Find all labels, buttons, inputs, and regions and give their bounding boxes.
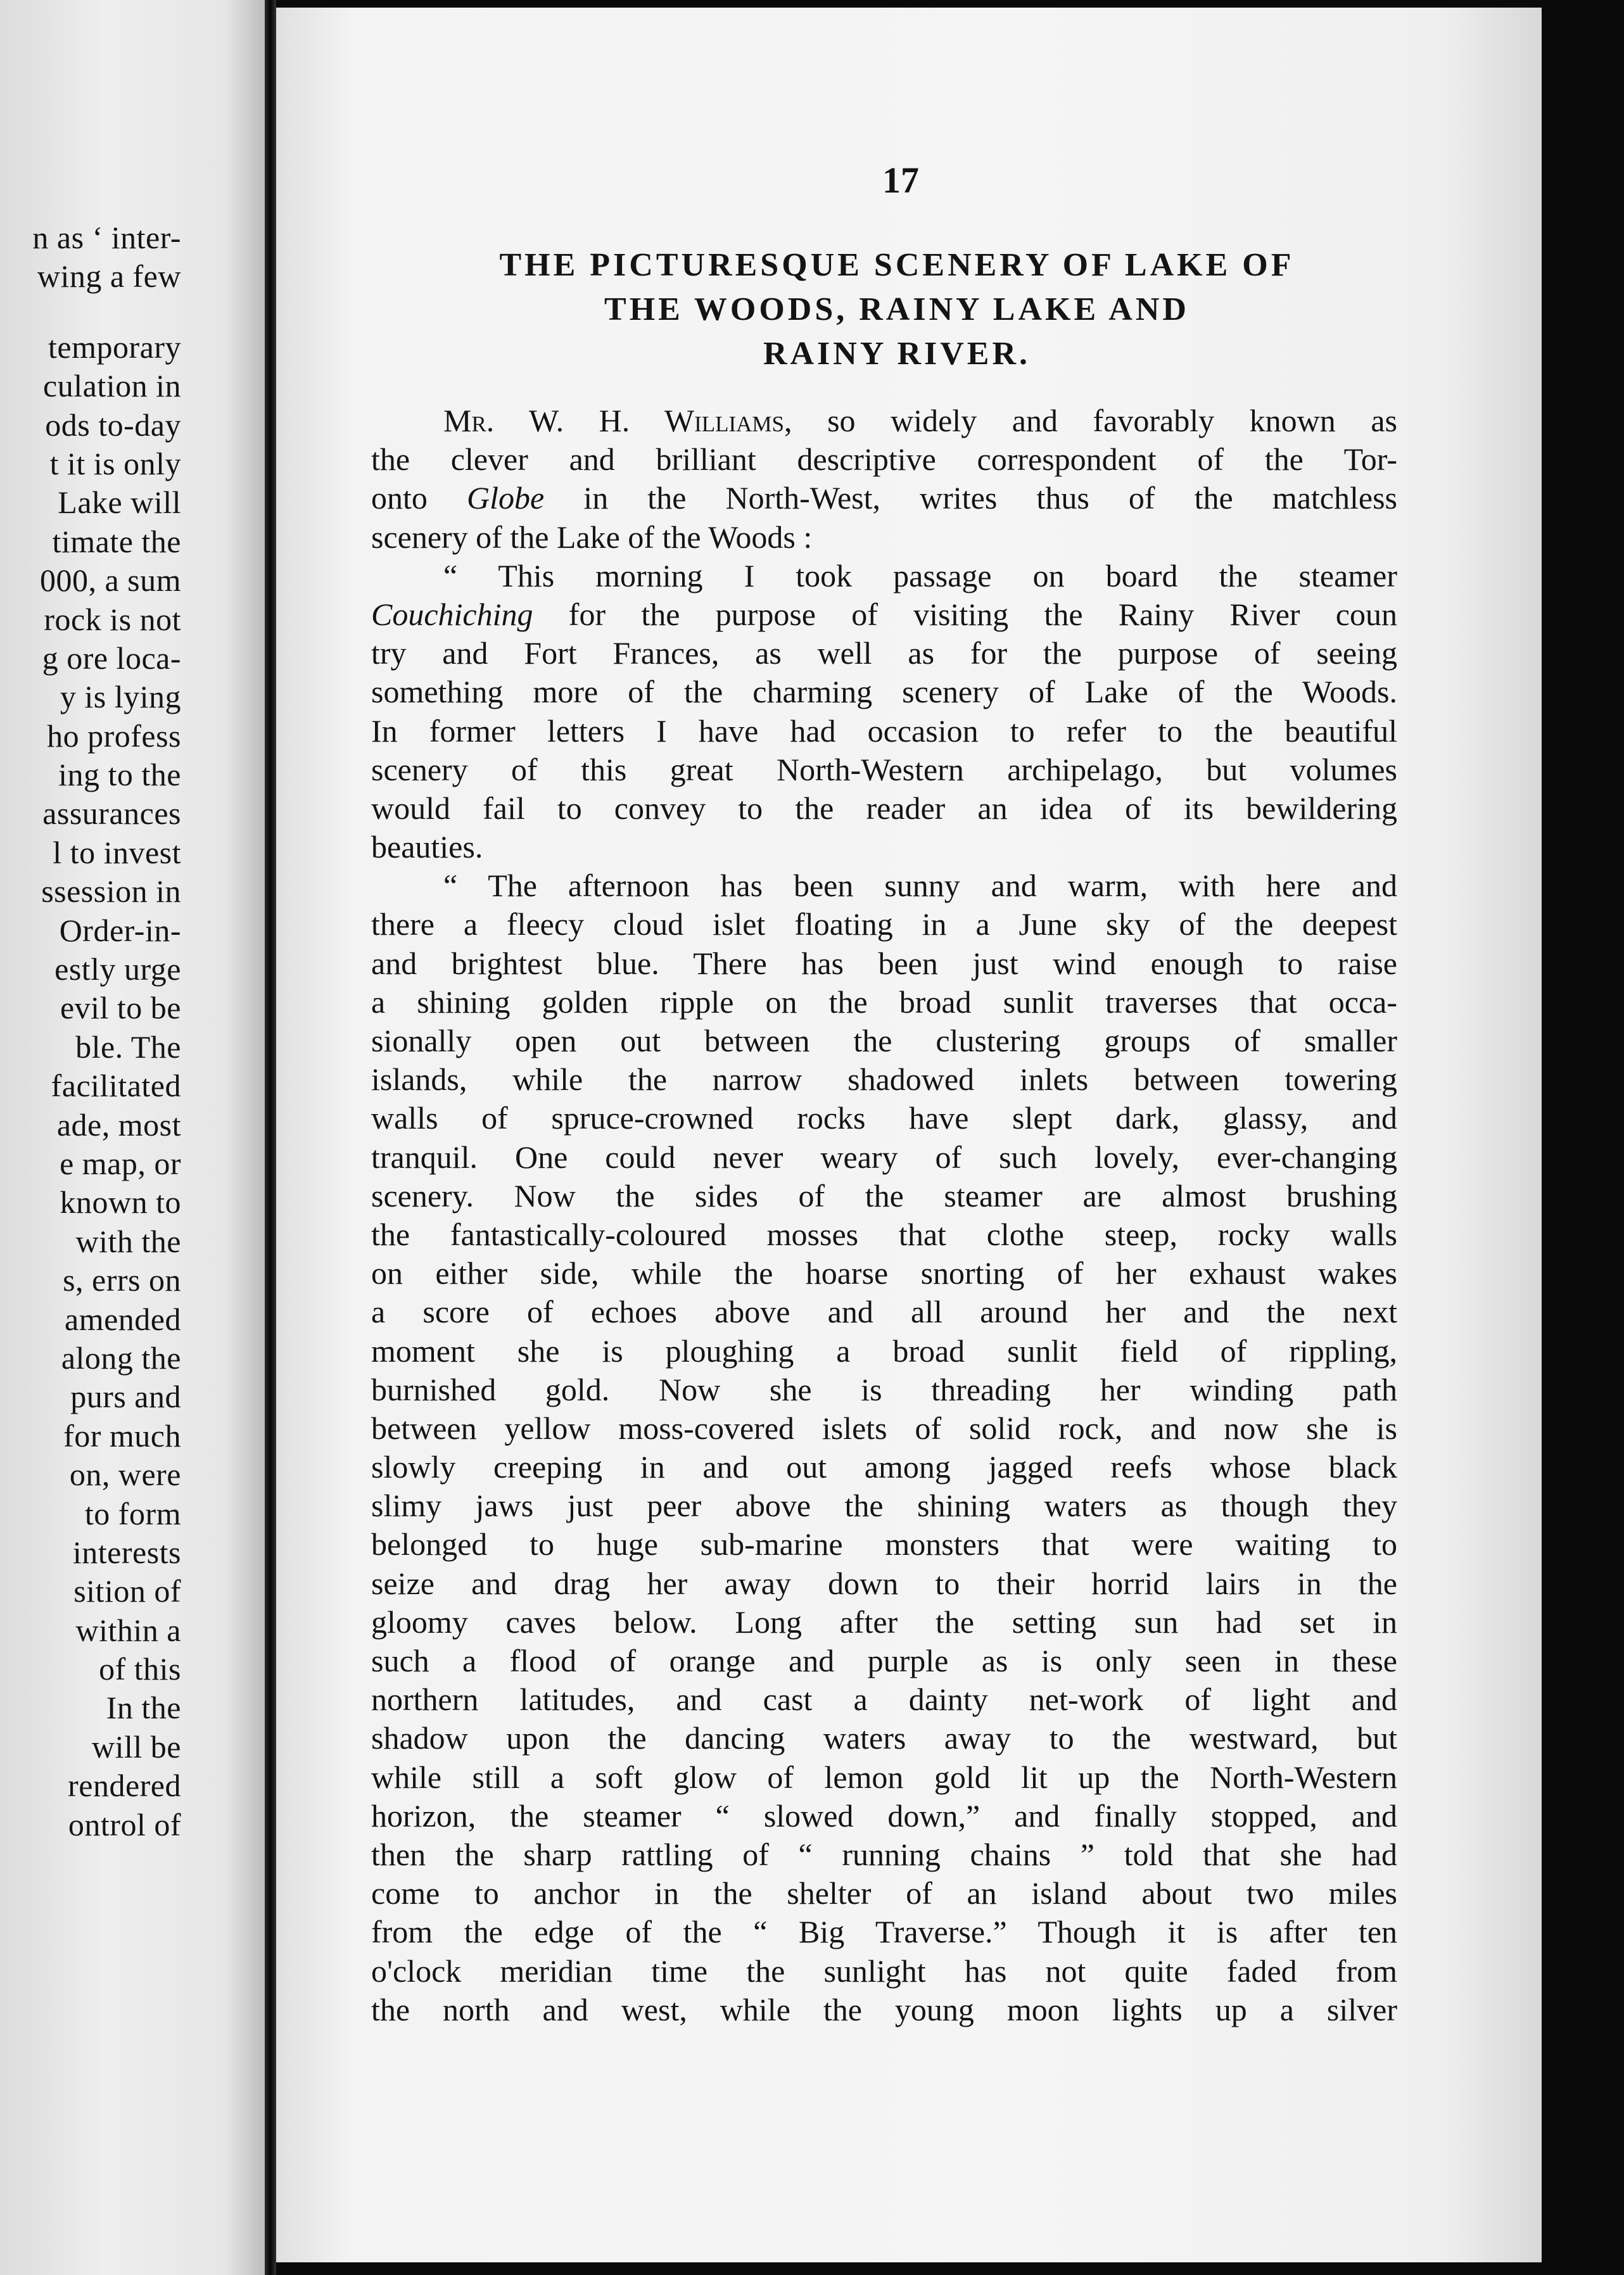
text-line: burnished gold. Now she is threading her winding path [371,1371,1397,1407]
left-page-line: known to [60,1184,181,1220]
book-gutter [265,0,276,2275]
text-line: on either side, while the hoarse snorting of her exhaust wakes [371,1255,1397,1291]
right-page [276,8,1542,2262]
text-line: Couchiching for the purpose of visiting the Rainy River coun [371,596,1397,632]
text-line: onto Globe in the North-West, writes thus of the matchless [371,480,1397,516]
left-page-line: evil to be [60,990,181,1026]
left-page-line: with the [75,1223,181,1259]
text-line: then the sharp rattling of “ running chains ” told that she had [371,1836,1397,1872]
left-page-line: facilitated [51,1068,181,1104]
text-line: moment she is ploughing a broad sunlit field of rippling, [371,1333,1397,1369]
author-name: Mr. W. H. Williams, [443,403,792,438]
text-line: come to anchor in the shelter of an island about two miles [371,1875,1397,1911]
left-page-line: l to invest [53,834,181,870]
text-line: tranquil. One could never weary of such lovely, ever-changing [371,1139,1397,1175]
text-line: In former letters I have had occasion to refer to the beautiful [371,713,1397,749]
text-line: seize and drag her away down to their horrid lairs in the [371,1565,1397,1601]
title-line: THE PICTURESQUE SCENERY OF LAKE OF [499,247,1295,283]
text-line: such a flood of orange and purple as is only seen in these [371,1643,1397,1678]
left-page-line: amended [65,1301,181,1337]
text-line: and brightest blue. There has been just wind enough to raise [371,945,1397,981]
text-line: slimy jaws just peer above the shining waters as though they [371,1488,1397,1524]
left-page-line: ade, most [56,1106,181,1143]
text-line: the clever and brilliant descriptive correspondent of the Tor- [371,441,1397,478]
left-page-line: wing a few [37,258,181,295]
steamer-name: Couchiching [371,596,533,632]
text-line: Mr. W. H. Williams, so widely and favorably known as [443,403,1397,438]
page-number: 17 [882,160,919,201]
text-line: slowly creeping in and out among jagged reefs whose black [371,1449,1397,1485]
text-line: walls of spruce-crowned rocks have slept dark, glassy, and [371,1100,1397,1136]
text-line: gloomy caves below. Long after the setting sun had set in [371,1604,1397,1640]
text-line: try and Fort Frances, as well as for the purpose of seeing [371,635,1397,671]
text-line: a shining golden ripple on the broad sunlit traverses that occa- [371,984,1397,1020]
title-line: THE WOODS, RAINY LAKE AND [604,291,1189,327]
text-line: “ The afternoon has been sunny and warm, with here and [443,868,1397,904]
text-line: belonged to huge sub-marine monsters that were waiting to [371,1526,1397,1562]
left-page-line: purs and [70,1379,181,1415]
text-line: beauties. [371,829,483,865]
left-page-line: e map, or [60,1145,181,1181]
left-page-line: for much [63,1417,181,1454]
title-line: RAINY RIVER. [763,336,1031,372]
text-line: would fail to convey to the reader an idea of its bewildering [371,790,1397,826]
text-line: between yellow moss-covered islets of solid rock, and now she is [371,1410,1397,1446]
text-line: shadow upon the dancing waters away to the westward, but [371,1720,1397,1756]
left-page-line: timate the [52,523,181,559]
left-page-line: Order-in- [59,912,181,948]
scan-border [1542,0,1624,2275]
left-page-line: estly urge [54,951,181,987]
text-line: the fantastically-coloured mosses that clothe steep, rocky walls [371,1216,1397,1252]
left-page-line: assurances [42,795,181,832]
text-line: scenery. Now the sides of the steamer are almost brushing [371,1177,1397,1214]
newspaper-name: Globe [467,480,545,516]
text-line: “ This morning I took passage on board the steamer [443,557,1397,593]
body-text [371,402,1397,2029]
left-page-line: y is lying [60,679,181,715]
left-page-line: ble. The [75,1029,181,1065]
text-line: islands, while the narrow shadowed inlets between towering [371,1061,1397,1098]
left-page-line: interests [72,1534,181,1570]
left-page-line: ods to-day [45,407,181,443]
left-page [0,0,265,2275]
text-line: scenery of this great North-Western archipelago, but volumes [371,751,1397,787]
left-page-line: n as ‘ inter- [32,220,181,255]
left-page-line: ing to the [58,757,181,793]
text-line: a score of echoes above and all around her and the next [371,1294,1397,1330]
left-page-line: ontrol of [68,1806,181,1842]
left-page-line: Lake will [58,485,181,521]
text-line: something more of the charming scenery of Lake of the Woods. [371,674,1397,710]
text-line: northern latitudes, and cast a dainty net-work of light and [371,1682,1397,1718]
left-page-text [32,219,181,1844]
left-page-line: on, were [69,1457,181,1493]
text-line: sionally open out between the clustering groups of smaller [371,1023,1397,1058]
left-page-line: g ore loca- [42,640,181,676]
text-line: o'clock meridian time the sunlight has not quite faded from [371,1953,1397,1989]
text-line: horizon, the steamer “ slowed down,” and finally stopped, and [371,1797,1397,1834]
text-line: from the edge of the “ Big Traverse.” Though it is after ten [371,1914,1397,1950]
left-page-line: ssession in [41,873,181,909]
paragraph [371,866,1397,2029]
left-page-line: In the [106,1690,181,1726]
text-line: the north and west, while the young moon lights up a silver [371,1991,1397,2027]
left-page-line: culation in [43,368,181,404]
chapter-title [403,243,1391,376]
left-page-line: sition of [73,1573,181,1609]
left-page-line: 000, a sum [39,562,181,599]
left-page-line: temporary [48,329,181,365]
left-page-line: rock is not [44,601,181,637]
left-page-line: rendered [68,1768,181,1804]
left-page-line: t it is only [49,445,181,481]
text-line: while still a soft glow of lemon gold lit up the North-Western [371,1759,1397,1795]
text-line: scenery of the Lake of the Woods : [371,519,813,555]
left-page-line: along the [61,1340,181,1376]
left-page-line: within a [75,1612,181,1648]
paragraph-gap [32,296,181,328]
text-line: there a fleecy cloud islet floating in a June sky of the deepest [371,906,1397,942]
left-page-line: s, errs on [63,1262,181,1298]
left-page-line: of this [99,1651,181,1687]
left-page-line: will be [92,1728,181,1765]
left-page-line: ho profess [47,718,181,754]
left-page-line: to form [84,1495,181,1531]
